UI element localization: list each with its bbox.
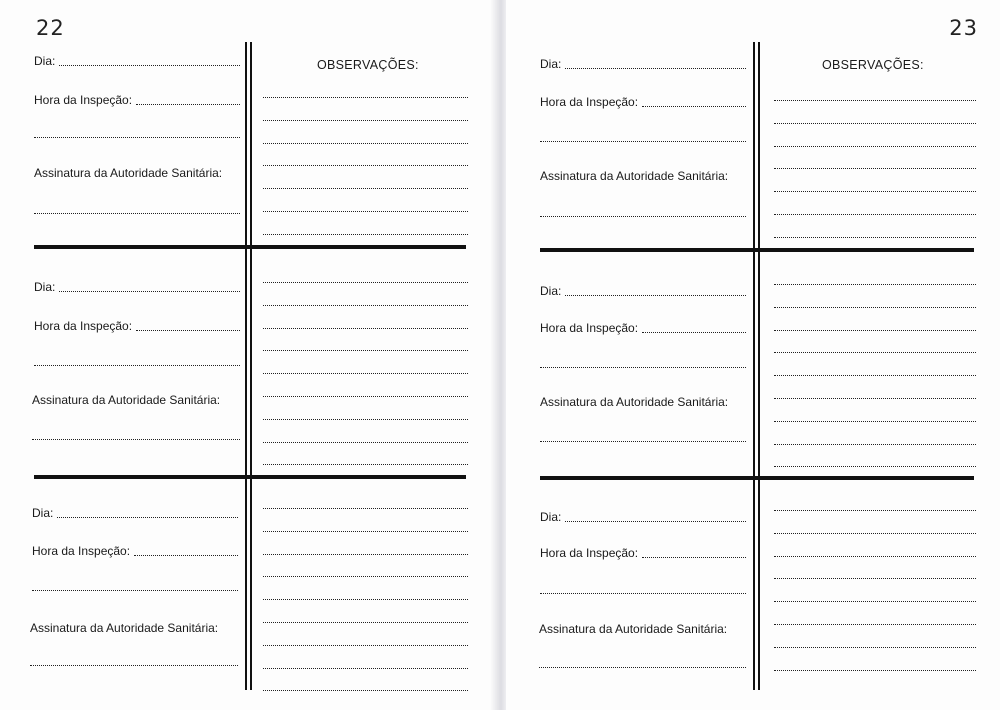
section-divider <box>540 476 974 480</box>
observation-line[interactable] <box>774 123 976 124</box>
hora-label: Hora da Inspeção: <box>540 546 639 560</box>
observation-line[interactable] <box>774 556 976 557</box>
observation-line[interactable] <box>263 120 468 121</box>
assinatura-signature-line[interactable] <box>539 667 746 668</box>
dia-label: Dia: <box>34 280 56 294</box>
observation-line[interactable] <box>263 328 468 329</box>
column-divider <box>758 42 760 690</box>
observation-line[interactable] <box>263 599 468 600</box>
observation-line[interactable] <box>263 690 468 691</box>
observation-line[interactable] <box>774 284 976 285</box>
observation-line[interactable] <box>263 508 468 509</box>
hora-label: Hora da Inspeção: <box>540 321 639 335</box>
assinatura-field <box>539 622 727 636</box>
assinatura-field <box>32 393 220 407</box>
observation-line[interactable] <box>263 645 468 646</box>
section-divider <box>34 245 466 249</box>
left-page <box>0 0 494 710</box>
observation-line[interactable] <box>263 464 468 465</box>
column-divider <box>753 42 755 690</box>
column-divider <box>245 42 247 690</box>
observation-line[interactable] <box>774 398 976 399</box>
assinatura-label: Assinatura da Autoridade Sanitária: <box>540 395 729 409</box>
hora-field[interactable] <box>540 321 746 335</box>
observation-line[interactable] <box>263 305 468 306</box>
assinatura-signature-line[interactable] <box>30 665 238 666</box>
observation-line[interactable] <box>774 214 976 215</box>
assinatura-label: Assinatura da Autoridade Sanitária: <box>30 621 219 635</box>
observation-line[interactable] <box>774 100 976 101</box>
hora-field[interactable] <box>34 319 240 333</box>
observation-line[interactable] <box>774 533 976 534</box>
dia-label: Dia: <box>540 510 562 524</box>
hora-label: Hora da Inspeção: <box>540 95 639 109</box>
observation-line[interactable] <box>263 531 468 532</box>
assinatura-label: Assinatura da Autoridade Sanitária: <box>34 166 223 180</box>
dia-input-line[interactable] <box>59 281 240 292</box>
observation-line[interactable] <box>774 578 976 579</box>
observation-line[interactable] <box>263 396 468 397</box>
hora-extra-line[interactable] <box>34 365 240 366</box>
hora-input-line[interactable] <box>642 96 746 107</box>
hora-label: Hora da Inspeção: <box>32 544 131 558</box>
observations-title: OBSERVAÇÕES: <box>822 58 924 72</box>
assinatura-field <box>540 395 728 409</box>
hora-extra-line[interactable] <box>34 137 240 138</box>
observation-line[interactable] <box>263 554 468 555</box>
observation-line[interactable] <box>774 601 976 602</box>
dia-field[interactable] <box>34 280 240 294</box>
dia-label: Dia: <box>540 284 562 298</box>
dia-field[interactable] <box>34 54 240 68</box>
observation-line[interactable] <box>774 375 976 376</box>
observation-line[interactable] <box>263 668 468 669</box>
observation-line[interactable] <box>263 622 468 623</box>
assinatura-signature-line[interactable] <box>540 441 746 442</box>
hora-extra-line[interactable] <box>540 593 746 594</box>
dia-field[interactable] <box>32 506 238 520</box>
observation-line[interactable] <box>774 146 976 147</box>
page-number: 23 <box>949 16 978 40</box>
hora-label: Hora da Inspeção: <box>34 93 133 107</box>
observation-line[interactable] <box>263 442 468 443</box>
dia-field[interactable] <box>540 510 746 524</box>
observation-line[interactable] <box>774 330 976 331</box>
hora-field[interactable] <box>32 544 238 558</box>
observation-line[interactable] <box>263 576 468 577</box>
hora-input-line[interactable] <box>642 322 746 333</box>
hora-input-line[interactable] <box>136 320 240 331</box>
assinatura-field <box>34 166 222 180</box>
observation-line[interactable] <box>774 670 976 671</box>
observation-line[interactable] <box>263 165 468 166</box>
assinatura-field <box>30 621 218 635</box>
assinatura-signature-line[interactable] <box>540 216 746 217</box>
dia-label: Dia: <box>540 57 562 71</box>
observation-line[interactable] <box>774 168 976 169</box>
assinatura-label: Assinatura da Autoridade Sanitária: <box>32 393 221 407</box>
observation-line[interactable] <box>774 237 976 238</box>
dia-input-line[interactable] <box>59 55 240 66</box>
observations-title: OBSERVAÇÕES: <box>317 58 419 72</box>
dia-field[interactable] <box>540 284 746 298</box>
hora-input-line[interactable] <box>134 545 238 556</box>
observation-line[interactable] <box>774 510 976 511</box>
hora-extra-line[interactable] <box>540 141 746 142</box>
observation-line[interactable] <box>263 188 468 189</box>
observation-line[interactable] <box>263 350 468 351</box>
observation-line[interactable] <box>774 647 976 648</box>
assinatura-label: Assinatura da Autoridade Sanitária: <box>540 169 729 183</box>
dia-input-line[interactable] <box>565 511 746 522</box>
section-divider <box>34 475 466 479</box>
observation-line[interactable] <box>774 191 976 192</box>
hora-extra-line[interactable] <box>32 590 238 591</box>
hora-input-line[interactable] <box>642 547 746 558</box>
hora-field[interactable] <box>540 546 746 560</box>
section-divider <box>540 248 974 252</box>
dia-label: Dia: <box>34 54 56 68</box>
assinatura-field <box>540 169 728 183</box>
dia-input-line[interactable] <box>57 507 238 518</box>
observation-line[interactable] <box>263 419 468 420</box>
right-page <box>506 0 1000 710</box>
hora-extra-line[interactable] <box>540 367 746 368</box>
page-number: 22 <box>36 16 65 40</box>
assinatura-signature-line[interactable] <box>32 439 240 440</box>
hora-input-line[interactable] <box>136 94 240 105</box>
hora-field[interactable] <box>540 95 746 109</box>
observation-line[interactable] <box>774 624 976 625</box>
dia-label: Dia: <box>32 506 54 520</box>
dia-field[interactable] <box>540 57 746 71</box>
observation-line[interactable] <box>263 373 468 374</box>
observation-line[interactable] <box>263 282 468 283</box>
observation-line[interactable] <box>263 143 468 144</box>
observation-line[interactable] <box>774 444 976 445</box>
observation-line[interactable] <box>263 211 468 212</box>
assinatura-signature-line[interactable] <box>34 213 240 214</box>
hora-field[interactable] <box>34 93 240 107</box>
observation-line[interactable] <box>774 466 976 467</box>
observation-line[interactable] <box>774 307 976 308</box>
observation-line[interactable] <box>263 234 468 235</box>
column-divider <box>250 42 252 690</box>
observation-line[interactable] <box>774 421 976 422</box>
dia-input-line[interactable] <box>565 285 746 296</box>
dia-input-line[interactable] <box>565 58 746 69</box>
observation-line[interactable] <box>263 97 468 98</box>
assinatura-label: Assinatura da Autoridade Sanitária: <box>539 622 728 636</box>
hora-label: Hora da Inspeção: <box>34 319 133 333</box>
observation-line[interactable] <box>774 352 976 353</box>
